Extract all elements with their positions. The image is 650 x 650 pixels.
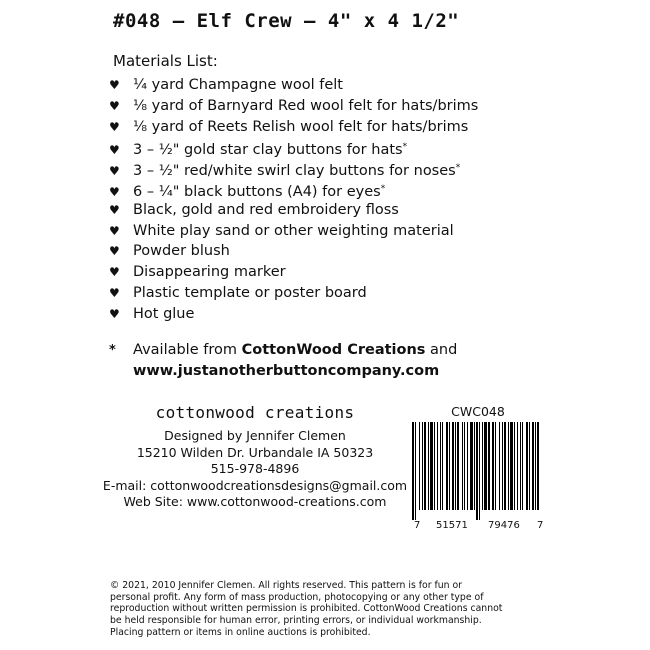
barcode-bar <box>452 422 454 510</box>
heart-bullet-icon: ♥ <box>109 143 120 158</box>
material-item <box>109 283 478 304</box>
barcode-bar <box>484 422 487 510</box>
contact-block <box>100 428 410 511</box>
barcode-bar <box>517 422 518 510</box>
heart-bullet-icon: ♥ <box>109 223 120 238</box>
barcode-bar <box>502 422 503 510</box>
barcode-bar <box>437 422 438 510</box>
material-item <box>109 200 478 221</box>
barcode-digit-lead: 7 <box>414 520 421 531</box>
website-line: Web Site: www.cottonwood-creations.com <box>123 494 387 509</box>
barcode-bar <box>449 422 450 510</box>
phone-line: 515-978-4896 <box>210 461 300 476</box>
material-item <box>109 96 478 117</box>
heart-bullet-icon: ♥ <box>109 98 120 113</box>
note-prefix: Available from <box>133 342 242 358</box>
barcode-bar <box>462 422 463 510</box>
note-website: www.justanotherbuttoncompany.com <box>133 363 440 379</box>
asterisk-mark: * <box>402 142 408 153</box>
barcode-bar <box>520 422 521 510</box>
barcode-bar <box>415 422 416 520</box>
address-line: 15210 Wilden Dr. Urbandale IA 50323 <box>136 444 374 460</box>
barcode-bar <box>440 422 441 510</box>
barcode-bar <box>532 422 534 510</box>
barcode-bar <box>510 422 513 510</box>
heart-bullet-icon: ♥ <box>109 285 120 300</box>
barcode-bar <box>482 422 483 510</box>
material-item-text: 3 – ½" red/white swirl clay buttons for noses <box>133 163 456 180</box>
barcode-bar <box>446 422 448 510</box>
heart-bullet-icon: ♥ <box>109 244 120 259</box>
material-item <box>109 262 478 283</box>
material-item-text: Plastic template or poster board <box>133 284 367 301</box>
asterisk-mark: * <box>455 163 461 174</box>
availability-note <box>109 340 457 382</box>
legal-notice: © 2021, 2010 Jennifer Clemen. All rights reserved. This pattern is for fun or personal profit. Any form of mass production, photocopying or any other type of reproduction without written permission is prohibited. CottonWood Creations cannot be held responsible for human error, printing errors, or individual workmanship. Placing pattern or items in online auctions is prohibited. <box>110 580 503 638</box>
barcode-bar <box>522 422 523 510</box>
heart-bullet-icon: ♥ <box>109 164 120 179</box>
material-item-text: Disappearing marker <box>133 264 286 281</box>
barcode-bar <box>492 422 494 510</box>
barcode-bar <box>424 422 426 510</box>
barcode-digits <box>412 520 544 534</box>
barcode-bar <box>526 422 528 510</box>
material-item-text: Powder blush <box>133 243 230 260</box>
barcode-bar <box>464 422 465 510</box>
barcode-digit-right: 79476 <box>488 520 520 531</box>
designer-line: Designed by Jennifer Clemen <box>164 428 346 443</box>
material-item <box>109 179 478 200</box>
barcode-digit-check: 7 <box>537 520 544 531</box>
barcode-block <box>412 404 544 534</box>
material-item <box>109 75 478 96</box>
barcode-bar <box>430 422 433 510</box>
pattern-title: #048 – Elf Crew – 4" x 4 1/2" <box>113 10 460 32</box>
barcode-bar <box>428 422 429 510</box>
barcode-digit-left: 51571 <box>436 520 468 531</box>
barcode-bar <box>488 422 490 510</box>
barcode-bar <box>442 422 443 510</box>
barcode-bar <box>535 422 536 510</box>
material-item <box>109 241 478 262</box>
barcode-bar <box>434 422 435 510</box>
barcode-bar <box>499 422 500 510</box>
barcode-bar <box>514 422 515 510</box>
email-line: E-mail: cottonwoodcreationsdesigns@gmail.com <box>102 477 408 493</box>
barcode-bar <box>495 422 496 510</box>
heart-bullet-icon: ♥ <box>109 265 120 280</box>
sku-label: CWC048 <box>451 404 505 419</box>
barcode-image <box>412 422 544 520</box>
barcode-bar <box>422 422 423 510</box>
heart-bullet-icon: ♥ <box>109 119 120 134</box>
material-item-text: Hot glue <box>133 305 195 322</box>
barcode-bar <box>508 422 509 510</box>
barcode-bar <box>537 422 539 510</box>
note-company: CottonWood Creations <box>241 342 426 358</box>
barcode-bar <box>412 422 414 520</box>
material-item <box>109 117 478 138</box>
heart-bullet-icon: ♥ <box>109 78 120 92</box>
barcode-bar <box>529 422 530 510</box>
barcode-bar <box>455 422 456 510</box>
barcode-bar <box>467 422 468 510</box>
barcode-bar <box>479 422 480 520</box>
asterisk-icon: * <box>109 343 116 358</box>
material-item <box>109 137 478 158</box>
material-item-text: ⅛ yard of Reets Relish wool felt for hats/brims <box>133 118 469 135</box>
material-item-text: ¼ yard Champagne wool felt <box>133 77 343 93</box>
barcode-bar <box>474 422 475 510</box>
material-item-text: 3 – ½" gold star clay buttons for hats <box>133 142 403 159</box>
barcode-bar <box>457 422 459 510</box>
heart-bullet-icon: ♥ <box>109 184 120 199</box>
material-item-text: White play sand or other weighting material <box>133 222 454 239</box>
materials-heading: Materials List: <box>113 52 218 70</box>
barcode-bar <box>504 422 506 510</box>
heart-bullet-icon: ♥ <box>109 202 120 217</box>
material-item <box>109 158 478 179</box>
barcode-bar <box>470 422 473 510</box>
heart-bullet-icon: ♥ <box>109 306 120 321</box>
material-item-text: 6 – ¼" black buttons (A4) for eyes <box>133 183 381 200</box>
material-item-text: ⅛ yard of Barnyard Red wool felt for hats/brims <box>133 97 479 114</box>
barcode-bar <box>476 422 478 520</box>
company-name: cottonwood creations <box>155 403 355 422</box>
material-item <box>109 304 478 325</box>
note-suffix: and <box>425 342 458 358</box>
material-item-text: Black, gold and red embroidery floss <box>133 201 399 218</box>
barcode-bar <box>419 422 420 510</box>
asterisk-mark: * <box>380 183 386 194</box>
material-item <box>109 221 478 242</box>
materials-list <box>109 75 478 325</box>
